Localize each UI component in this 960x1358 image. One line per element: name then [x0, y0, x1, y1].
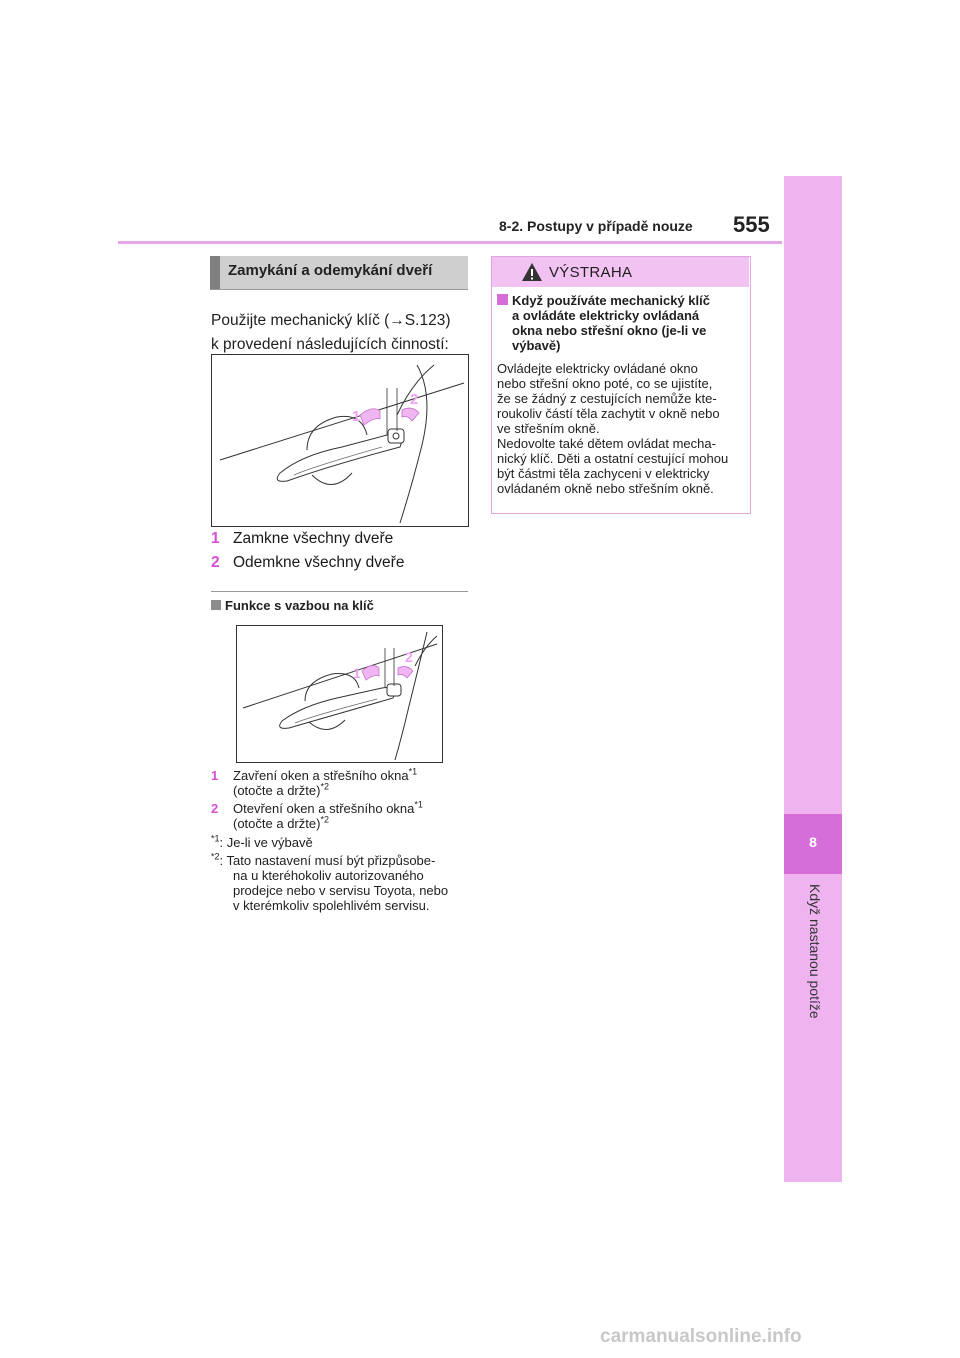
section-heading: Zamykání a odemykání dveří	[228, 262, 433, 279]
door-handle-illustration	[212, 355, 468, 526]
intro-line-2: k provedení následujících činností:	[211, 336, 449, 353]
intro-line-1: Použijte mechanický klíč (→S.123)	[211, 312, 451, 329]
list-item	[211, 554, 404, 572]
warning-text-line: být částmi těla zachyceni v elektricky	[497, 466, 710, 481]
list-item: 2 Otevření oken a střešního okna$^{*1}$	[211, 799, 423, 816]
chapter-title: Když nastanou potíže	[807, 884, 823, 1019]
warning-bold-line: okna nebo střešní okno (je-li ve	[512, 323, 707, 338]
warning-text-line: že se žádný z cestujících nemůže kte-	[497, 391, 717, 406]
warning-text-line: ve střešním okně.	[497, 421, 600, 436]
footnote: $^{*1}$: Je-li ve výbavě	[211, 833, 313, 850]
section-title: 8-2. Postupy v případě nouze	[499, 218, 693, 234]
warning-text-line: Nedovolte také dětem ovládat mecha-	[497, 436, 716, 451]
door-handle-figure-1	[211, 354, 469, 527]
header-rule	[118, 241, 782, 244]
square-bullet-icon	[497, 294, 508, 305]
sub-heading: Funkce s vazbou na klíč	[211, 598, 374, 613]
warning-title: VÝSTRAHA	[549, 264, 633, 281]
list-number: 2	[211, 554, 220, 571]
figure-label-2: 2	[410, 391, 419, 408]
page-number: 555	[733, 212, 770, 237]
section-heading-bar	[210, 256, 220, 289]
list-item	[211, 530, 393, 548]
square-bullet-icon	[211, 600, 221, 610]
list-number: 1	[211, 530, 220, 547]
warning-text-line: nický klíč. Děti a ostatní cestující mohou	[497, 451, 729, 466]
footnote-line: na u kteréhokoliv autorizovaného	[233, 868, 424, 883]
warning-bold-line: Když používáte mechanický klíč	[497, 293, 710, 308]
warning-text-line: nebo střešní okno poté, co se ujistíte,	[497, 376, 713, 391]
footnote-line: v kterémkoliv spolehlivém servisu.	[233, 898, 430, 913]
figure-label-1: 1	[352, 408, 361, 425]
list-text: Zamkne všechny dveře	[233, 530, 394, 547]
chapter-number: 8	[809, 834, 817, 850]
list-text: Odemkne všechny dveře	[233, 554, 405, 571]
figure-label-1: 1	[353, 665, 361, 681]
door-handle-illustration	[237, 626, 442, 762]
door-handle-figure-2	[236, 625, 443, 763]
divider	[211, 591, 468, 592]
footnote-line: prodejce nebo v servisu Toyota, nebo	[233, 883, 449, 898]
warning-text-line: Ovládejte elektricky ovládané okno	[497, 361, 698, 376]
list-item: 1 Zavření oken a střešního okna$^{*1}$	[211, 766, 418, 783]
figure-label-2: 2	[405, 649, 413, 665]
warning-triangle-icon	[521, 262, 543, 282]
list-item-note: (otočte a držte)$^{*2}$	[233, 814, 329, 831]
warning-bold-line: výbavě)	[512, 338, 561, 353]
list-item-note: (otočte a držte)$^{*2}$	[233, 781, 329, 798]
warning-text-line: ovládaném okně nebo střešním okně.	[497, 481, 714, 496]
watermark: carmanualsonline.info	[600, 1326, 802, 1347]
warning-bold-line: a ovládáte elektricky ovládaná	[512, 308, 700, 323]
warning-text-line: roukoliv částí těla zachytit v okně nebo	[497, 406, 720, 421]
footnote: $^{*2}$: Tato nastavení musí být přizpůsobe-	[211, 851, 436, 868]
